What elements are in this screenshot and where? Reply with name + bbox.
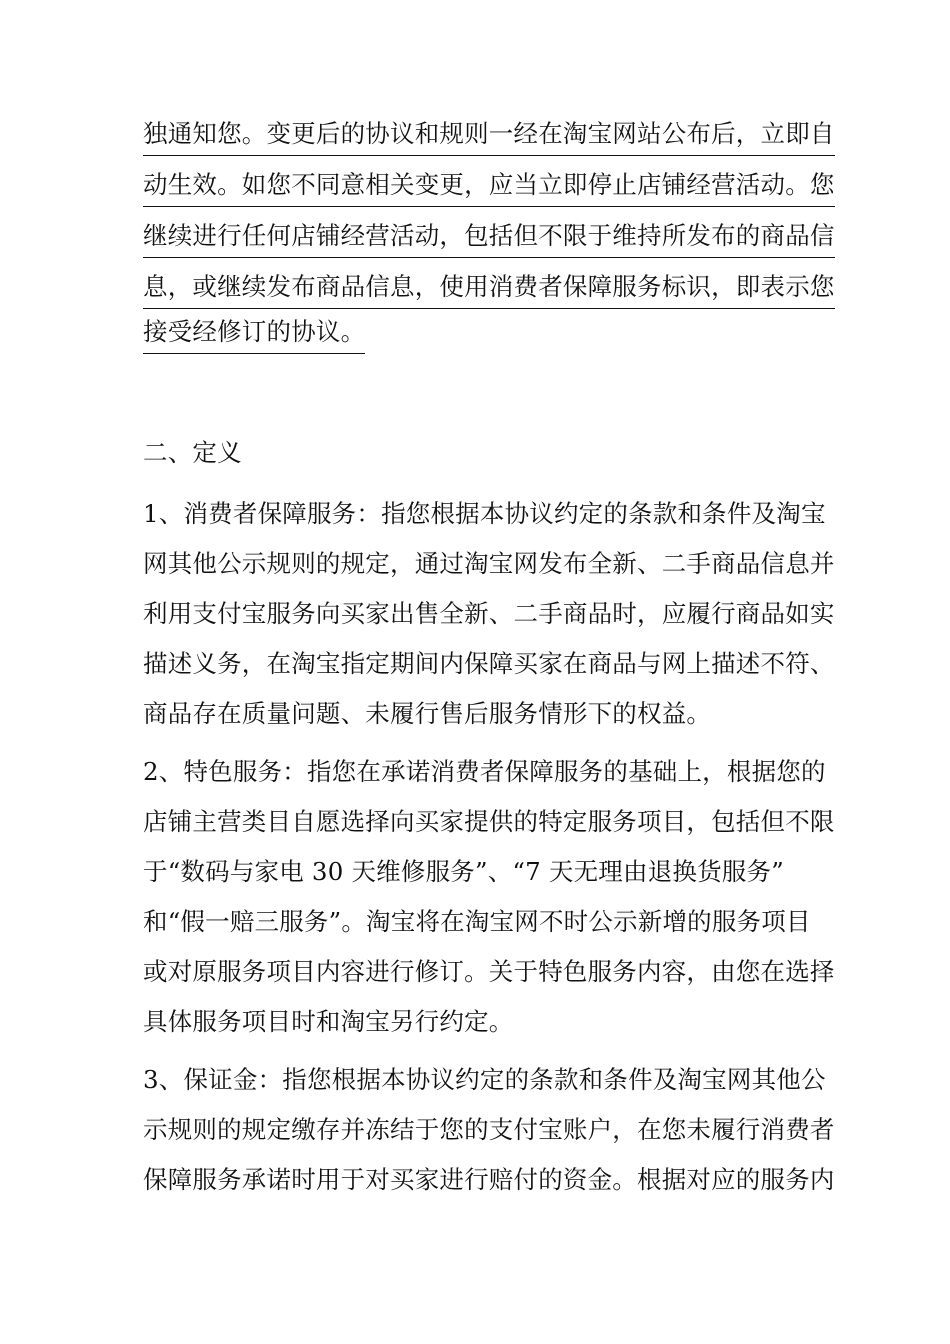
definition-3-line: 3、保证金：指您根据本协议约定的条款和条件及淘宝网其他公 [143, 1065, 826, 1094]
intro-line: 独通知您。变更后的协议和规则一经在淘宝网站公布后，立即自 [143, 117, 835, 156]
definition-1-line: 利用支付宝服务向买家出售全新、二手商品时，应履行商品如实 [143, 599, 835, 628]
definition-2-line: 于“数码与家电 30 天维修服务”、“7 天无理由退换货服务” [143, 857, 784, 886]
definition-1-line: 1、消费者保障服务：指您根据本协议约定的条款和条件及淘宝 [143, 499, 826, 528]
intro-line: 息，或继续发布商品信息，使用消费者保障服务标识，即表示您 [143, 270, 835, 309]
intro-line: 继续进行任何店铺经营活动，包括但不限于维持所发布的商品信 [143, 219, 835, 258]
definition-3-line: 保障服务承诺时用于对买家进行赔付的资金。根据对应的服务内 [143, 1165, 835, 1194]
section-heading: 二、定义 [143, 438, 242, 467]
intro-line: 动生效。如您不同意相关变更，应当立即停止店铺经营活动。您 [143, 168, 835, 207]
definition-1-line: 网其他公示规则的规定，通过淘宝网发布全新、二手商品信息并 [143, 549, 835, 578]
definition-2-line: 2、特色服务：指您在承诺消费者保障服务的基础上，根据您的 [143, 757, 826, 786]
definition-2-line: 和“假一赔三服务”。淘宝将在淘宝网不时公示新增的服务项目 [143, 907, 811, 936]
definition-2-line: 或对原服务项目内容进行修订。关于特色服务内容，由您在选择 [143, 957, 835, 986]
intro-line: 接受经修订的协议。 [143, 315, 365, 354]
definition-1-line: 描述义务，在淘宝指定期间内保障买家在商品与网上描述不符、 [143, 649, 835, 678]
definition-2-line: 具体服务项目时和淘宝另行约定。 [143, 1007, 514, 1036]
definition-3-line: 示规则的规定缴存并冻结于您的支付宝账户，在您未履行消费者 [143, 1115, 835, 1144]
definition-2-line: 店铺主营类目自愿选择向买家提供的特定服务项目，包括但不限 [143, 807, 835, 836]
definition-1-line: 商品存在质量问题、未履行售后服务情形下的权益。 [143, 699, 712, 728]
